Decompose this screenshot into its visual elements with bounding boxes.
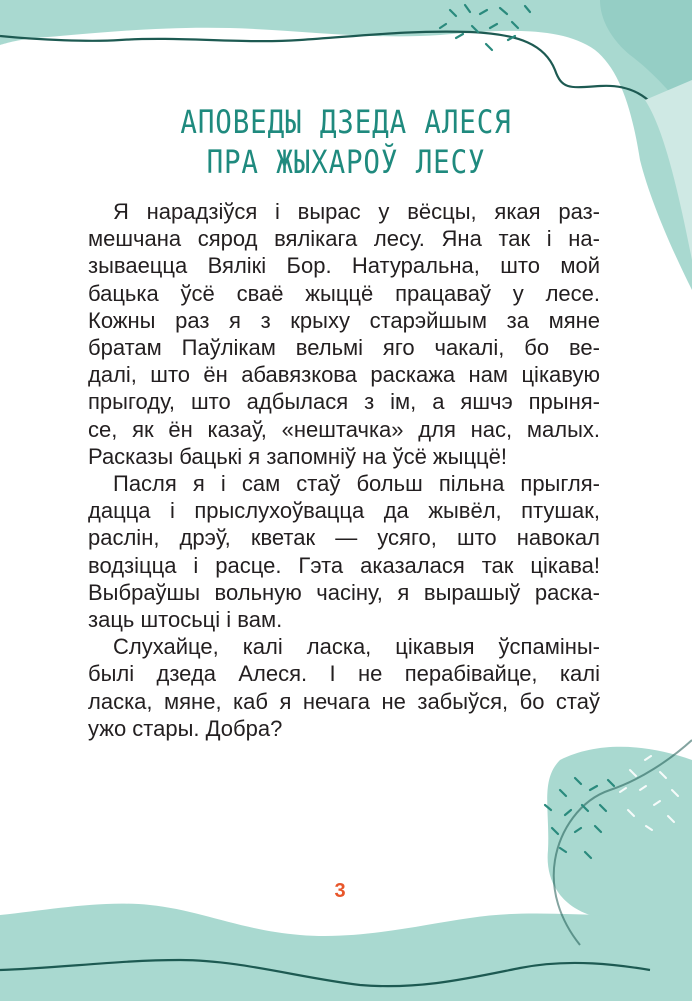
title-line-1: АПОВЕДЫ ДЗЕДА АЛЕСЯ	[180, 103, 512, 141]
text-line: далі, што ён абавязкова раскажа нам цікавую	[88, 362, 600, 388]
text-line: былі дзеда Алеся. І не перабівайце, калі	[88, 661, 600, 687]
text-line: Я нарадзіўся і вырас у вёсцы, якая раз-	[113, 199, 600, 224]
paragraph-3	[88, 633, 600, 742]
text-line: Расказы бацькі я запомніў на ўсё жыццё!	[88, 443, 507, 469]
text-line: зываецца Вялікі Бор. Натуральна, што мой	[88, 253, 600, 279]
text-line: Кожны раз я з крыху старэйшым за мяне	[88, 307, 600, 333]
right-bottom-blob	[547, 747, 692, 940]
page-number: 3	[334, 880, 346, 902]
title-line-2: ПРА ЖЫХАРОЎ ЛЕСУ	[206, 143, 486, 181]
text-line: прыгоду, што адбылася з ім, а яшчэ прыня-	[88, 389, 600, 415]
top-light-sprinkles	[604, 196, 656, 244]
chapter-title	[0, 102, 692, 182]
bottom-teal-blob	[0, 904, 692, 1001]
text-line: мешчана сярод вялікага лесу. Яна так і на-	[88, 226, 600, 252]
paragraph-2	[88, 470, 600, 633]
text-line: бацька ўсё сваё жыццё працаваў у лесе.	[88, 280, 600, 306]
text-line: дацца і прыслухоўвацца да жывёл, птушак,	[88, 498, 600, 524]
text-line: заць штосьці і вам.	[88, 607, 283, 633]
story-text	[88, 198, 600, 742]
text-line: водзіцца і расце. Гэта аказалася так цікава!	[88, 552, 600, 578]
text-line: братам Паўлікам вельмі яго чакалі, бо ве-	[88, 335, 600, 361]
paragraph-1	[88, 198, 600, 470]
text-line: раслін, дрэў, кветак — усяго, што навокал	[88, 525, 600, 551]
text-line: Слухайце, калі ласка, цікавыя ўспаміны-	[113, 634, 600, 660]
text-line: ужо стары. Добра?	[88, 715, 283, 741]
text-line: Пасля я і сам стаў больш пільна прыгля-	[113, 471, 600, 497]
text-line: се, як ён казаў, «нештачка» для нас, малых.	[88, 416, 600, 442]
text-line: Выбраўшы вольную часіну, я вырашыў раска-	[88, 579, 600, 605]
text-line: ласка, мяне, каб я нечага не забыўся, бо стаў	[88, 688, 600, 714]
